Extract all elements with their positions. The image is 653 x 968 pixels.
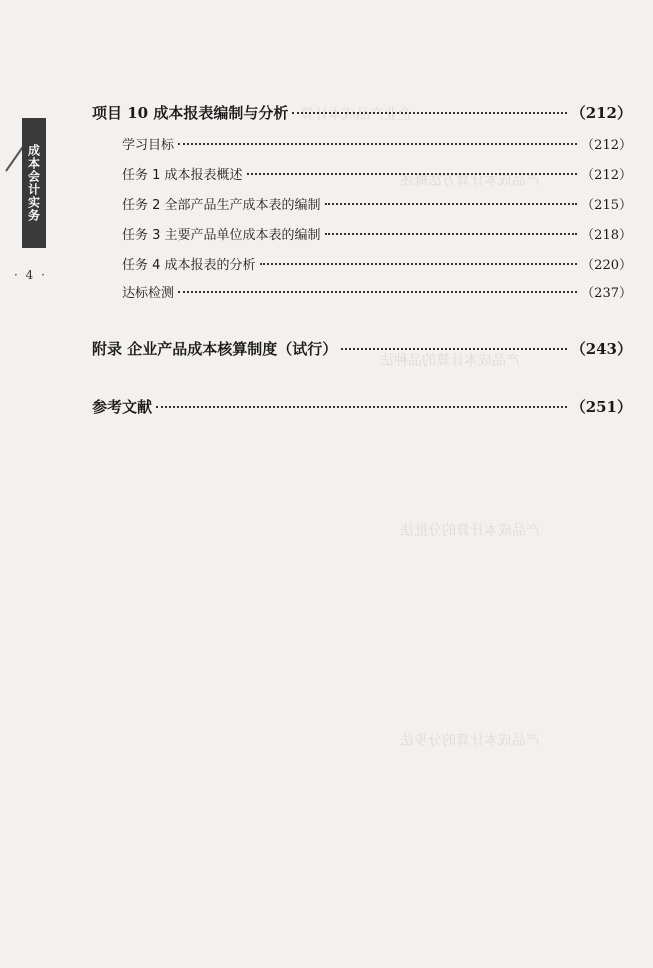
toc-title: 附录 企业产品成本核算制度（试行）	[92, 340, 338, 358]
toc-title: 参考文献	[92, 398, 153, 416]
dot-leader	[325, 203, 578, 205]
dot-leader	[247, 173, 578, 175]
toc-page-ref: （220）	[581, 258, 632, 273]
dot-leader	[178, 291, 577, 293]
toc-title: 任务 2 全部产品生产成本表的编制	[122, 198, 321, 213]
dot-leader	[260, 263, 578, 265]
toc-page-ref: （243）	[570, 340, 632, 358]
toc-entry-test[interactable]	[122, 282, 632, 301]
toc-entry-goals[interactable]	[122, 134, 632, 153]
bleed-through-text: 企业产品成本计算	[300, 107, 412, 123]
toc-entry-project10[interactable]	[92, 102, 632, 123]
toc-entry-appendix[interactable]	[92, 338, 632, 359]
toc-title: 项目 10 成本报表编制与分析	[92, 104, 289, 122]
toc-title: 任务 4 成本报表的分析	[122, 258, 256, 273]
dot-leader	[341, 348, 566, 350]
toc-entry-task2[interactable]	[122, 194, 632, 213]
toc-page-ref: （212）	[570, 104, 632, 122]
toc-page-ref: （212）	[581, 138, 632, 153]
bleed-through-text: 产品成本计算的分批法	[400, 523, 540, 539]
page-number: · 4 ·	[14, 268, 47, 282]
toc-title: 达标检测	[122, 286, 175, 301]
toc-title: 学习目标	[122, 138, 175, 153]
dot-leader	[156, 406, 567, 408]
book-title-tab: 成本会计实务	[22, 118, 46, 248]
toc-title: 任务 3 主要产品单位成本表的编制	[122, 228, 321, 243]
dot-leader	[292, 112, 566, 114]
toc-title: 任务 1 成本报表概述	[122, 168, 243, 183]
toc-entry-task3[interactable]	[122, 224, 632, 243]
bleed-through-text: 产品成本计算的分步法	[400, 733, 540, 749]
dot-leader	[178, 143, 577, 145]
bleed-through-text: 产品成本计算方法概述	[400, 173, 540, 189]
toc-page-ref: （212）	[581, 168, 632, 183]
toc-entry-task1[interactable]	[122, 164, 632, 183]
toc-page-ref: （215）	[581, 198, 632, 213]
bleed-through-text: 产品成本计算的品种法	[380, 353, 520, 369]
toc-entry-task4[interactable]	[122, 254, 632, 273]
toc-page-ref: （251）	[570, 398, 632, 416]
toc-page-ref: （237）	[581, 286, 632, 301]
dot-leader	[325, 233, 578, 235]
toc-page-ref: （218）	[581, 228, 632, 243]
toc-entry-references[interactable]	[92, 396, 632, 417]
